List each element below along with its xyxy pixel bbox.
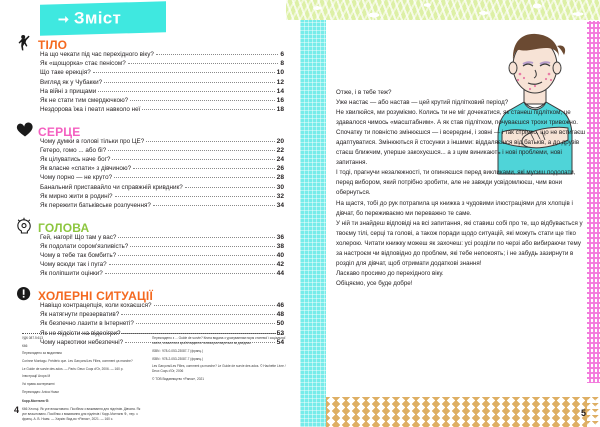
- right-page: [300, 0, 600, 427]
- leader-dots: [104, 82, 275, 83]
- toc-entry[interactable]: [40, 52, 284, 59]
- leader-dots: [118, 237, 274, 238]
- toc-entry[interactable]: [40, 89, 284, 96]
- toc-entry-page: 48: [276, 311, 284, 319]
- toc-entry-page: 10: [276, 69, 284, 77]
- toc-entry[interactable]: [40, 271, 284, 278]
- imprint-block: [22, 336, 287, 425]
- toc-entry-page: 52: [276, 329, 284, 337]
- imprint-line: Перекладено за виданням:: [22, 351, 63, 356]
- toc-entry-page: 24: [276, 156, 284, 164]
- imprint-line: Ілюстрації Агора М: [22, 374, 51, 379]
- leader-dots: [130, 246, 274, 247]
- imprint-line: ISBN : 978-0-053-23087-7 (франц.): [152, 348, 204, 353]
- exclamation-circle-icon: [16, 285, 34, 302]
- toc-entry-title: Як власне «спати» з дівчиною?: [40, 165, 132, 173]
- leader-dots: [136, 323, 275, 324]
- leader-dots: [154, 305, 275, 306]
- leader-dots: [133, 168, 274, 169]
- imprint-line: Усі права застережені: [22, 382, 55, 387]
- toc-entry-title: Чому порно — не круто?: [40, 174, 113, 182]
- intro-text: [336, 88, 588, 289]
- imprint-right-column: [152, 336, 287, 425]
- toc-entry[interactable]: [40, 139, 284, 146]
- toc-entry-title: Як подолати сором'язливість?: [40, 242, 129, 250]
- leader-dots: [108, 150, 274, 151]
- toc-entry-title: Чому всюди так і пуга?: [40, 261, 107, 269]
- intro-paragraph: Не хвилюйся, ми розуміємо. Колись ти не міг дочекатися, як станеш підлітком, це здавалося чимось «масштабним». А як став підлітком, почуваєшся трохи тривожно. Спочатку ти повністю змінюєшся — і всередині, і зовні — і так стрімко, що не встигаєш адаптуватися. Змінюються й стосунки з іншими: віддаляєшся від батьків, а до друзів стаєш ближчим, уперше закохуєшся... а з цим виникають і нові проблеми, нові запитання.: [336, 109, 586, 167]
- toc-entry-title: Чому думки в голові тільки про ЦЕ?: [40, 137, 145, 145]
- leader-dots: [153, 205, 275, 206]
- toc-entry-page: 30: [276, 183, 284, 191]
- leader-dots: [105, 273, 275, 274]
- toc-entry-list: [16, 52, 284, 114]
- toc-entry-page: 34: [276, 202, 284, 210]
- toc-entry-title: Як пережити батьківське розлучення?: [40, 202, 151, 210]
- toc-entry-page: 32: [276, 192, 284, 200]
- leader-dots: [112, 159, 274, 160]
- toc-entry-page: 14: [276, 87, 284, 95]
- toc-entry[interactable]: [40, 166, 284, 173]
- toc-section-label: ТІЛО: [38, 38, 68, 52]
- leader-dots: [114, 177, 275, 178]
- page-number-right: 5: [580, 408, 586, 418]
- toc-entry[interactable]: [40, 175, 284, 182]
- toc-entry[interactable]: [40, 194, 284, 201]
- toc-entry-page: 38: [276, 242, 284, 250]
- toc-entry-page: 42: [276, 261, 284, 269]
- toc-entry-page: 44: [276, 270, 284, 278]
- toc-sections: [16, 34, 284, 353]
- leader-dots: [118, 255, 275, 256]
- toc-banner: [40, 1, 166, 36]
- toc-entry-title: Як натягнути презерватив?: [40, 311, 120, 319]
- intro-paragraph: І тоді, прагнучи незалежності, ти опиняєшся перед викликами, які мусиш подолати, перед вибором, який потрібно зробити, але не завжди усвідомлюєш, чим вони обернуться.: [336, 169, 576, 197]
- toc-section-heart: [16, 121, 284, 210]
- toc-entry-title: Банальний приставайло чи справжній кривдник?: [40, 183, 183, 191]
- toc-entry-title: Як не стати тим смердючкою?: [40, 96, 129, 104]
- toc-section-label: ХОЛЕРНІ СИТУАЦІЇ: [38, 288, 153, 303]
- toc-entry-title: Навіщо контрацепція, коли кохаєшся?: [40, 301, 152, 309]
- toc-entry[interactable]: [40, 185, 284, 192]
- leader-dots: [156, 54, 278, 55]
- leader-dots: [115, 196, 275, 197]
- intro-paragraph: Уже настає — або настав — цей крутий підлітковий період?: [336, 99, 509, 107]
- leader-dots: [98, 91, 274, 92]
- toc-entry-title: На війні з прищами: [40, 87, 97, 95]
- toc-entry[interactable]: [40, 61, 284, 68]
- page-number-left: 4: [14, 405, 20, 415]
- toc-entry[interactable]: [40, 148, 284, 155]
- heart-icon: [16, 121, 34, 138]
- page-title: Зміст: [73, 8, 122, 28]
- toc-entry[interactable]: [40, 157, 284, 164]
- toc-entry[interactable]: [40, 98, 284, 105]
- leader-dots: [128, 63, 279, 64]
- toc-entry-page: 16: [276, 96, 284, 104]
- leader-dots: [93, 72, 275, 73]
- body-silhouette-icon: [16, 34, 34, 51]
- imprint-line: © ТОВ Видавництво «Ранок», 2021: [152, 377, 205, 382]
- toc-section-body: [16, 34, 284, 114]
- toc-entry[interactable]: [40, 253, 284, 260]
- toc-entry-page: 6: [280, 51, 284, 58]
- intro-paragraph: Обіцяємо, усе буде добре!: [336, 279, 413, 287]
- toc-entry-title: Нездорова їжа і пеатл навколо неї: [40, 106, 141, 114]
- toc-entry-page: 54: [276, 338, 284, 346]
- toc-entry-list: [16, 139, 284, 210]
- toc-entry-page: 12: [276, 78, 284, 86]
- toc-entry[interactable]: [40, 303, 284, 310]
- leader-dots: [185, 187, 275, 188]
- imprint-line: Перекладено з ... Guide de survie? Книга видана з урахуванням норм статевої і соціальної освіти, схвалена в країні видання та використовується як довідник.: [152, 336, 286, 346]
- toc-entry[interactable]: [40, 107, 284, 114]
- imprint-left-column: [22, 336, 142, 425]
- toc-entry-list: [16, 235, 284, 278]
- toc-entry-page: 36: [276, 233, 284, 241]
- toc-entry-page: 18: [276, 106, 284, 114]
- imprint-catalog-entry: К66 Хлопці. Як усе влаштовано. Посібник з виживання для підлітків. Дівчата. Як усе влаштовано. Посібник з виживання для підлітків / Корр-Монтагю Ф., пер. з франц. А. В. Ноам. — Харків: Вид-во «Ранок», 2021. — 160 с.: [22, 406, 141, 422]
- intro-paragraph: На щастя, тобі до рук потрапила ця книжка з чудовими ілюстраціями для хлопців і дівчат, бо переживаємо ми переважно те саме.: [336, 199, 573, 217]
- toc-entry-page: 22: [276, 146, 284, 154]
- toc-entry-page: 8: [280, 60, 284, 68]
- imprint-author: Корр-Монтагю Ф.: [22, 399, 50, 403]
- toc-entry-title: Як поліпшити оцінки?: [40, 270, 103, 278]
- imprint-line: Corinne Montagu. Frédéric que. Les Garçons/Les Filles, comment ça marche?: [22, 359, 133, 364]
- leader-dots: [130, 100, 274, 101]
- imprint-line: Les Garçons/Les Filles, comment ça marche? Le Guide de survie des ados. © Hachette Livre / Deux Coqs d'Or, 2006: [152, 364, 286, 374]
- toc-entry-title: Чому наркотики небезпечні?: [40, 338, 124, 346]
- toc-entry-title: Чому в тебе так бомбить?: [40, 252, 117, 259]
- toc-entry-page: 46: [276, 301, 284, 309]
- imprint-line: ISBN : 978-2-053-23087-7 (франц.): [152, 356, 204, 361]
- toc-entry[interactable]: [40, 312, 284, 319]
- toc-section-label: СЕРЦЕ: [38, 124, 81, 139]
- imprint-line: УДК 087.5:613: [22, 336, 43, 340]
- toc-entry[interactable]: [40, 203, 284, 210]
- imprint-line: К66: [22, 343, 28, 348]
- toc-section-label: ГОЛОВА: [38, 220, 90, 235]
- toc-entry[interactable]: [40, 321, 284, 328]
- toc-entry-title: Як цілуватись наче бог?: [40, 156, 111, 164]
- imprint-divider: [22, 333, 284, 334]
- leader-dots: [146, 141, 274, 142]
- toc-entry[interactable]: [40, 80, 284, 87]
- toc-entry-page: 28: [276, 174, 284, 182]
- toc-entry[interactable]: [40, 235, 284, 242]
- toc-entry-page: 50: [276, 320, 284, 328]
- toc-entry-title: Гетеро, гомо ... або бі?: [40, 146, 107, 154]
- toc-entry-title: Як не підсісти на відеоігри?: [40, 329, 121, 337]
- head-lightbulb-icon: [16, 217, 34, 234]
- toc-entry-title: Гей, нагорі! Що там у вас?: [40, 233, 117, 241]
- toc-entry-page: 20: [276, 137, 284, 145]
- toc-entry-title: Як мирно жити в родині?: [40, 192, 113, 200]
- imprint-line: Le Guide de survie des ados. — Paris: Deux Coqs d'Or, 2006. — 160 p.: [22, 366, 124, 371]
- toc-entry-page: 26: [276, 165, 284, 173]
- imprint-line: Перекладач: Аліса Ноам: [22, 389, 59, 394]
- toc-entry-title: Як безпечно лазити в Інтернеті?: [40, 320, 134, 328]
- toc-entry-title: Що таке ерекція?: [40, 69, 91, 77]
- toc-entry[interactable]: [40, 262, 284, 269]
- intro-paragraph: У ній ти знайдеш відповіді на всі запитання, які ставиш собі про те, що відбувається у твоєму тілі, серці та голові, а також поради щодо ситуацій, які можуть стати ще тіко холерою. Читати книжку можеш як захочеш: усі розділи по черзі або вибираючи тему за настроєм чи відповідно до проблем, які тебе непокоять; і не забудь зазирнути в розділ для дівчат, щоб отримати додаткові знання!: [336, 219, 583, 267]
- toc-entry-title: На що чекати під час перехідного віку?: [40, 51, 154, 58]
- intro-paragraph: Отже, і в тебе теж?: [336, 89, 392, 96]
- toc-entry[interactable]: [40, 70, 284, 77]
- intro-paragraph: Ласкаво просимо до перехідного віку.: [336, 269, 444, 277]
- toc-entry-page: 40: [276, 252, 284, 259]
- toc-entry[interactable]: [40, 244, 284, 251]
- toc-entry-title: Як «щощорка» стає пенісом?: [40, 60, 126, 68]
- leader-dots: [109, 264, 275, 265]
- leader-dots: [121, 314, 274, 315]
- toc-entry-title: Вигляд як у Чубакки?: [40, 78, 103, 86]
- toc-section-head: [16, 217, 284, 278]
- leader-dots: [142, 109, 274, 110]
- arrow-right-icon: ➞: [58, 10, 69, 26]
